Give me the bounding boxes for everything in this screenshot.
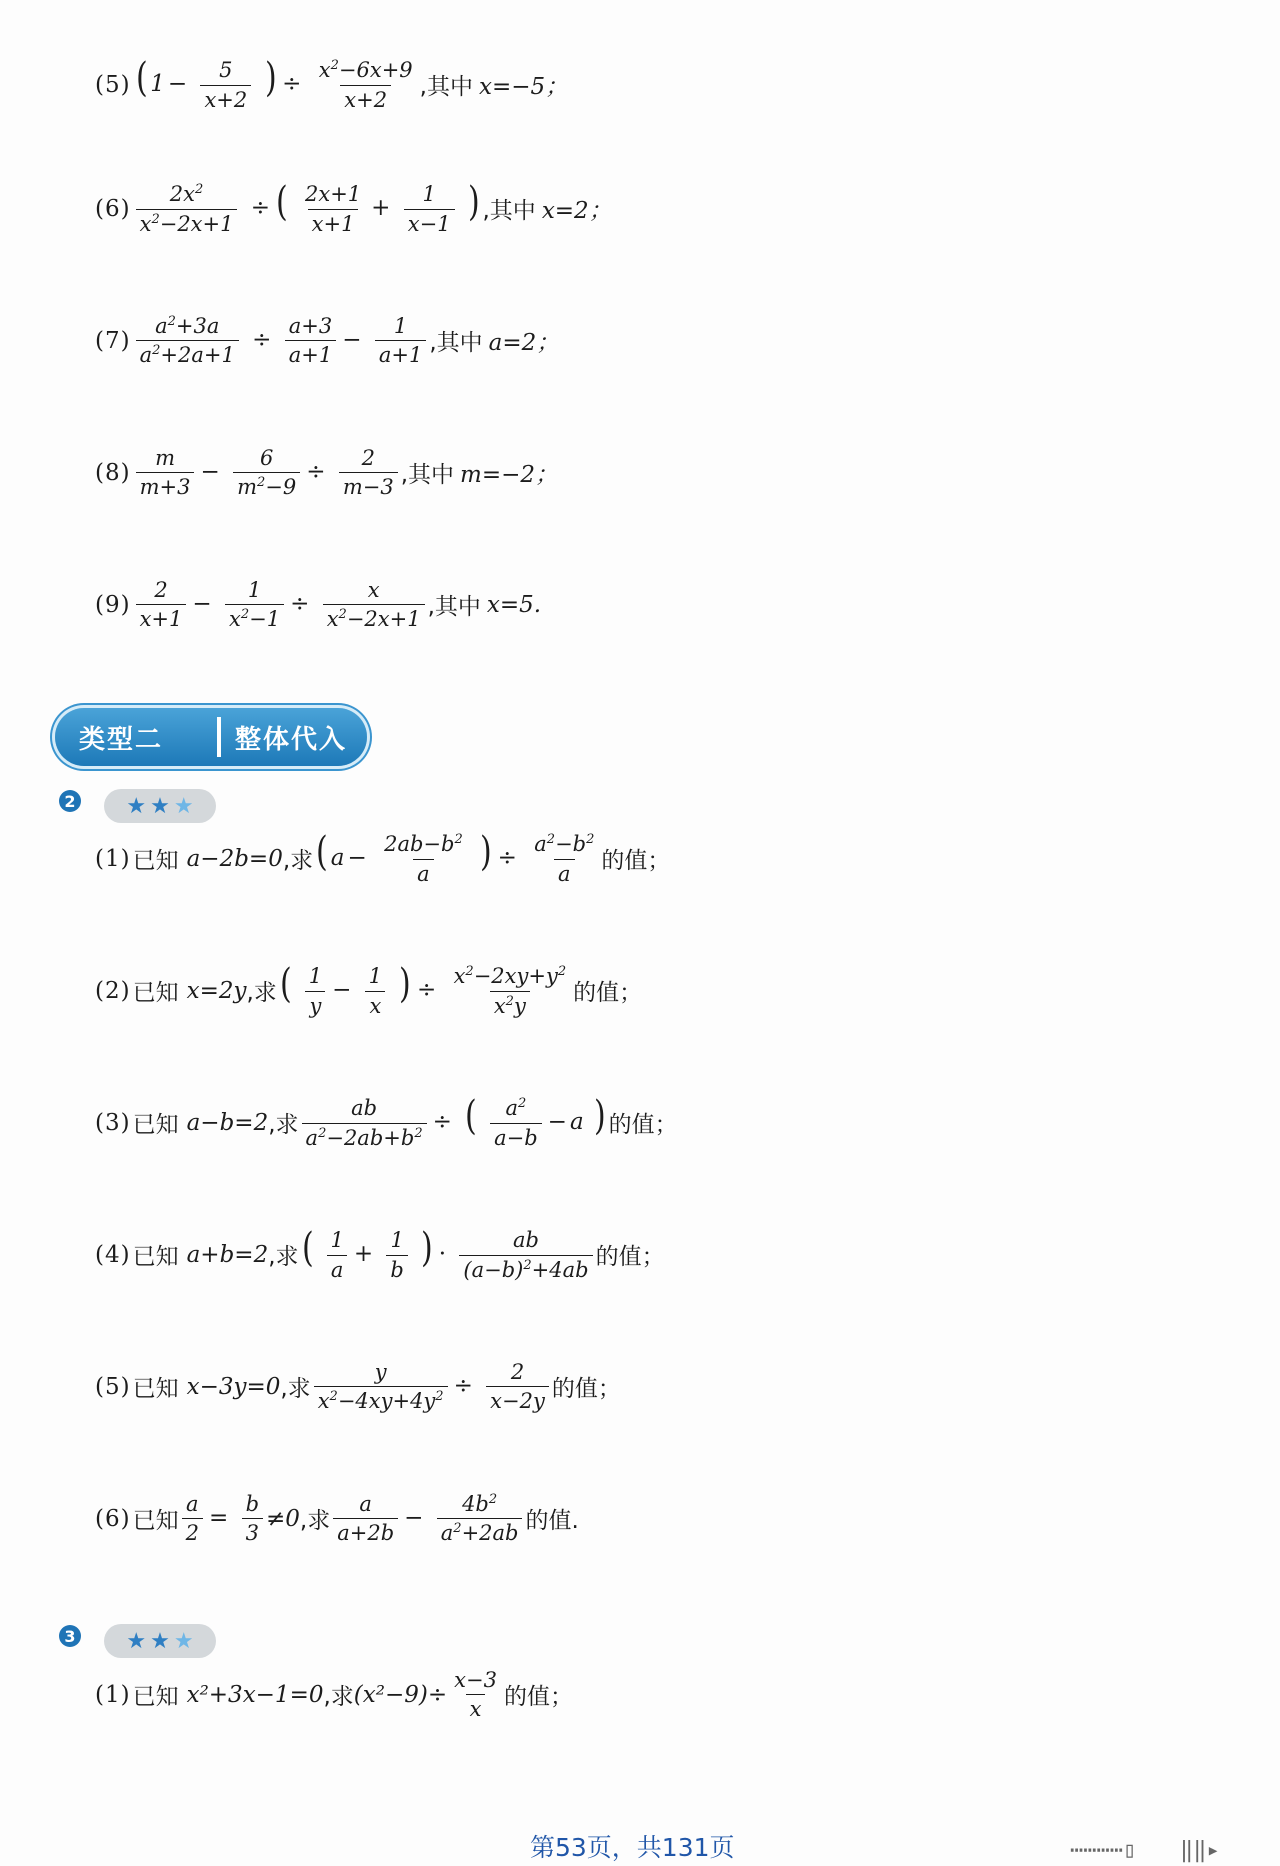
problem-label: (9) [95,591,131,618]
condition: a=2； [488,330,560,357]
problem-9: (9) $\frac{2}{x+1}$ − $\frac{1}{x^2-1}$ ÷ $\frac{x}{x^2-2x+1}$ ,其中 x=5. [95,578,542,632]
where-text: ,其中 [482,198,536,225]
where-text: ,其中 [427,594,481,621]
page-indicator: 第53页，共131页 [530,1833,735,1862]
star-icon: ★ [173,1628,194,1654]
condition: a−b=2 [186,1109,269,1136]
ask-text: ,求 [268,1112,299,1139]
problem-label: (7) [95,327,131,354]
ask-text: ,求 [323,1684,354,1711]
known-text: 已知 [132,848,179,875]
difficulty-stars [104,1624,216,1658]
problem-label: (6) [95,195,131,222]
problem-8: (8) $\frac{m}{m+3}$ − $\frac{6}{m^2-9}$ ÷ $\frac{2}{m-3}$ ,其中 m=−2； [95,446,559,500]
section-title: 整体代入 [235,724,348,755]
condition: x=5. [486,591,542,618]
section-type-label: 类型二 [79,724,164,755]
condition: a+b=2 [186,1241,269,1268]
section-banner [55,708,367,766]
ask-text: ,求 [282,848,314,875]
star-icon: ★ [150,1628,170,1654]
known-text: 已知 [132,1112,179,1139]
known-text: 已知 [132,1684,179,1711]
item-label: (3) [95,1109,131,1136]
problem-7: (7) $\frac{a^2+3a}{a^2+2a+1}$ ÷ $\frac{a+3}{a+1}$ − $\frac{1}{a+1}$ ,其中 a=2； [95,314,560,368]
star-icon: ★ [150,793,170,819]
value-text: 的值； [595,1244,665,1271]
item-label: (1) [95,1681,131,1708]
q3-item-1: (1) 已知 x²+3x−1=0 ,求 (x²−9)÷ $\frac{x-3}{x}$ 的值； [95,1668,573,1722]
q2-item-6: (6) 已知 $\frac{a}{2}$ = $\frac{b}{3}$ ≠0 ,求 $\frac{a}{a+2b}$ − $\frac{4b^2}{a^2+2ab}$ 的值. [95,1492,579,1546]
problem-label: (8) [95,459,131,486]
section-divider [217,717,221,757]
value-text: 的值； [551,1376,621,1403]
q2-item-1: (1) 已知 a−2b=0 ,求 ( a − $\frac{2ab-b^2}{a}$ ) ÷ $\frac{a^2-b^2}{a}$ 的值； [95,829,671,886]
where-text: ,其中 [419,74,473,101]
known-text: 已知 [132,1508,179,1535]
condition: x=2； [541,198,612,225]
item-label: (1) [95,845,131,872]
ask-text: ,求 [246,980,277,1007]
item-label: (2) [95,977,131,1004]
condition: m=−2； [460,462,559,489]
item-label: (5) [95,1373,131,1400]
question-number-badge: 2 [59,790,81,812]
condition: x−3y=0 [186,1373,281,1400]
expression-head: (x²−9)÷ [353,1681,448,1708]
value-text: 的值； [503,1684,573,1711]
problem-5: (5) ( 1 − $\frac{5}{x+2}$ ) ÷ $\frac{x^2-6x+9}{x+2}$ ,其中 x=−5； [95,55,569,112]
ask-text: ,求 [299,1508,331,1535]
item-label: (6) [95,1505,131,1532]
condition: a−2b=0 [186,845,283,872]
star-icon: ★ [126,793,147,819]
q2-item-2: (2) 已知 x=2y ,求 ( $\frac{1}{y}$ − $\frac{1}{x}$ ) ÷ $\frac{x^2-2xy+y^2}{x^2y}$ 的值； [95,961,643,1018]
known-text: 已知 [132,980,179,1007]
where-text: ,其中 [400,462,455,489]
problem-label: (5) [95,71,131,98]
q2-item-4: (4) 已知 a+b=2 ,求 ( $\frac{1}{a}$ + $\frac{1}{b}$ ) · $\frac{ab}{(a-b)^2+4ab}$ 的值； [95,1225,665,1282]
where-text: ,其中 [429,330,483,357]
known-text: 已知 [132,1244,179,1271]
q2-item-3: (3) 已知 a−b=2 ,求 $\frac{ab}{a^2-2ab+b^2}$ ÷ ( $\frac{a^2}{a-b}$ − a ) 的值； [95,1093,678,1150]
problem-6: (6) $\frac{2x^2}{x^2-2x+1}$ ÷ ( $\frac{2x+1}{x+1}$ + $\frac{1}{x-1}$ ) ,其中 x=2； [95,179,612,236]
item-label: (4) [95,1241,131,1268]
q2-item-5: (5) 已知 x−3y=0 ,求 $\frac{y}{x^2-4xy+4y^2}$ ÷ $\frac{2}{x-2y}$ 的值； [95,1360,621,1414]
condition: ≠0 [266,1505,300,1532]
ask-text: ,求 [280,1376,311,1403]
known-text: 已知 [132,1376,179,1403]
ask-text: ,求 [268,1244,299,1271]
scroll-icon[interactable]: ‖‖▸ [1180,1838,1220,1863]
value-text: 的值； [601,848,671,875]
star-icon: ★ [173,793,194,819]
question-number-badge: 3 [59,1625,81,1647]
condition: x=−5； [478,74,569,101]
value-text: 的值； [608,1112,678,1139]
condition: x²+3x−1=0 [186,1681,324,1708]
value-text: 的值. [525,1508,579,1535]
star-icon: ★ [126,1628,147,1654]
value-text: 的值； [573,980,643,1007]
scroll-icon[interactable]: ⋯⋯⋯⋯▯ [1070,1838,1137,1863]
condition: x=2y [186,977,247,1004]
difficulty-stars [104,789,216,823]
